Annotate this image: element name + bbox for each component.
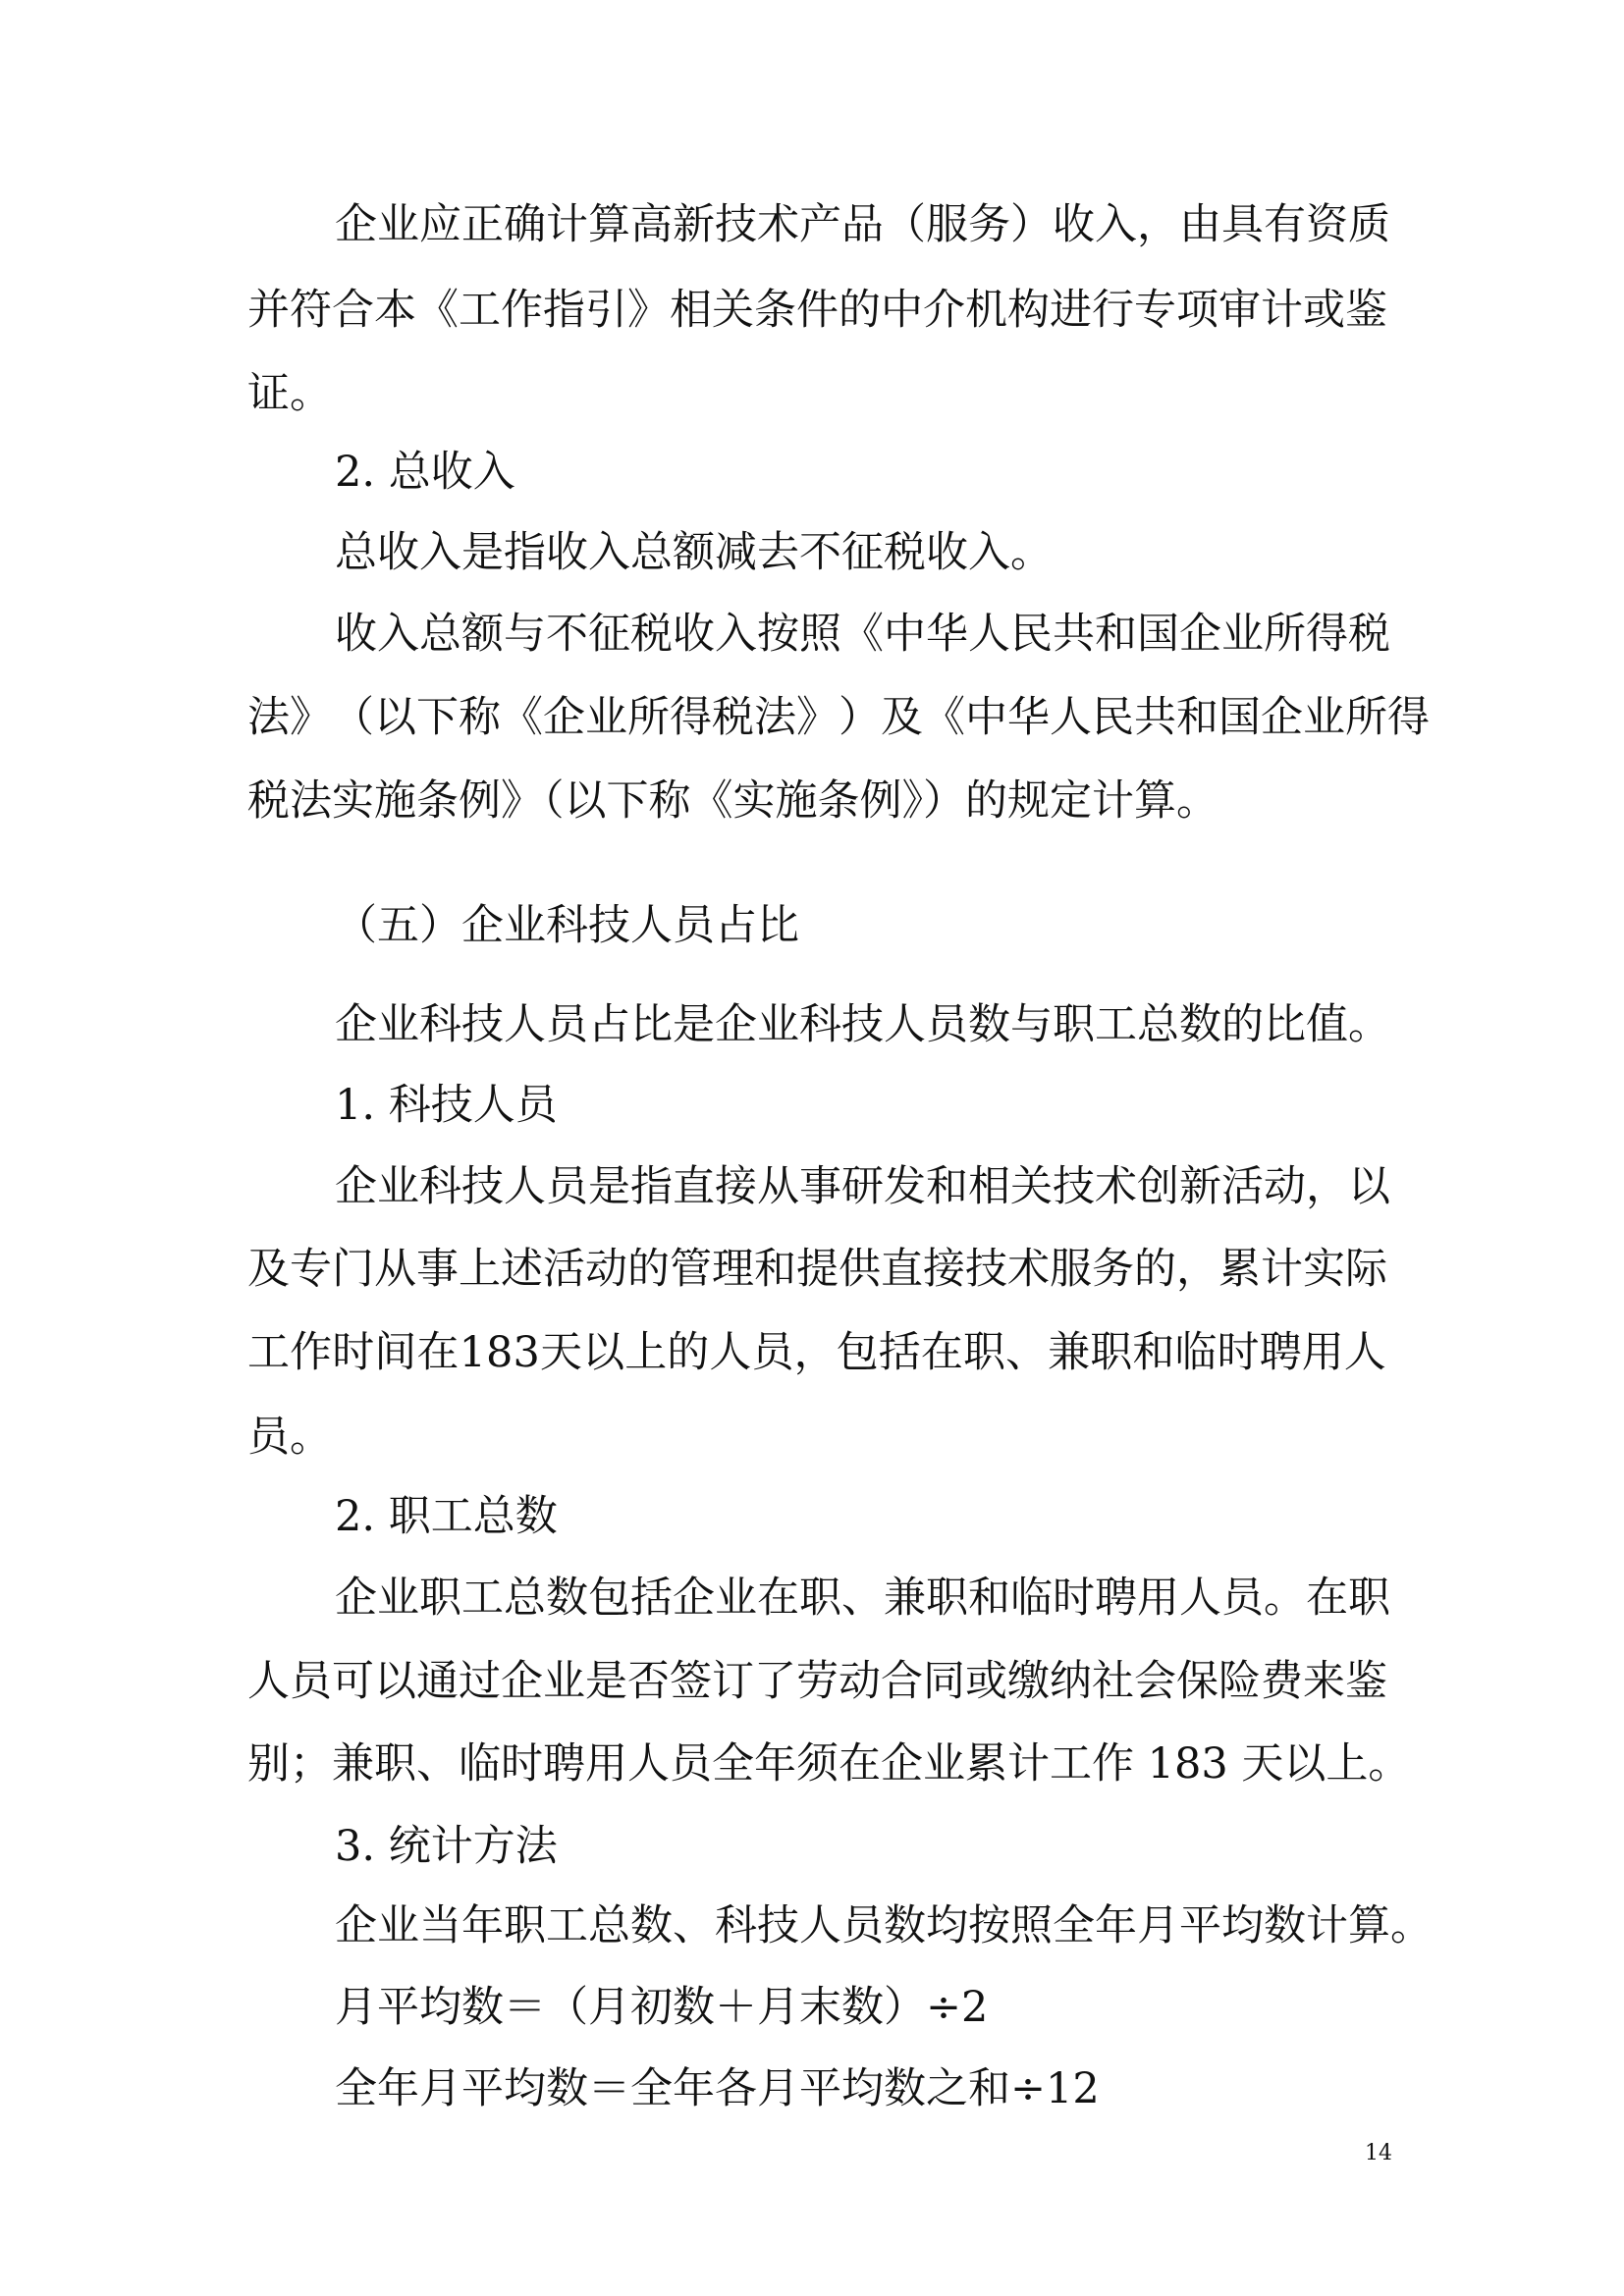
paragraph-line: 并 符 合 本 《 工 作 指 引 》 相 关 条 件 的 中 介 机 构 进 行 专 项 审 计 或 鉴 — [247, 286, 1387, 335]
paragraph-line: 工 作 时 间 在 1 8 3 天 以 上 的 人 员 ， 包 括 在 职 、 兼 职 和 临 时 聘 用 人 — [247, 1328, 1386, 1377]
page-number: 14 — [1365, 2141, 1392, 2165]
paragraph-line: 及 专 门 从 事 上 述 活 动 的 管 理 和 提 供 直 接 技 术 服 务 的 ， 累 计 实 际 — [247, 1245, 1387, 1294]
formula-line: 全年月平均数＝全年各月平均数之和÷12 — [335, 2064, 1100, 2113]
section-heading: 2. 总收入 — [335, 448, 515, 497]
paragraph-line: 人 员 可 以 通 过 企 业 是 否 签 订 了 劳 动 合 同 或 缴 纳 社 会 保 险 费 来 鉴 — [247, 1657, 1387, 1706]
section-heading: 1. 科技人员 — [335, 1081, 558, 1130]
paragraph-line: 收 入 总 额 与 不 征 税 收 入 按 照 《 中 华 人 民 共 和 国 企 业 所 得 税 — [335, 610, 1390, 659]
formula-line: 月平均数＝（月初数＋月末数）÷2 — [335, 1983, 989, 2032]
paragraph-line: 总收入是指收入总额减去不征税收入。 — [335, 528, 1053, 577]
section-heading: （五）企业科技人员占比 — [335, 901, 799, 950]
paragraph-line: 企 业 职 工 总 数 包 括 企 业 在 职 、 兼 职 和 临 时 聘 用 人 员 。 在 职 — [335, 1574, 1390, 1623]
paragraph-line: 法 》 （ 以 下 称 《 企 业 所 得 税 法 》 ） 及 《 中 华 人 民 共 和 国 企 业 所 得 — [247, 693, 1430, 742]
paragraph-line: 证。 — [247, 369, 332, 418]
section-heading: 2. 职工总数 — [335, 1492, 558, 1541]
paragraph-line: 员。 — [247, 1413, 332, 1462]
paragraph-line: 企 业 科 技 人 员 是 指 直 接 从 事 研 发 和 相 关 技 术 创 新 活 动 ， 以 — [335, 1162, 1390, 1211]
paragraph-line: 企业当年职工总数、科技人员数均按照全年月平均数计算。 — [335, 1901, 1433, 1950]
paragraph-line: 别；兼职、临时聘用人员全年须在企业累计工作 183 天以上。 — [247, 1739, 1411, 1789]
paragraph-line: 税法实施条例》（以下称《实施条例》）的规定计算。 — [247, 776, 1218, 826]
section-heading: 3. 统计方法 — [335, 1822, 558, 1871]
paragraph-line: 企业科技人员占比是企业科技人员数与职工总数的比值。 — [335, 1000, 1390, 1049]
paragraph-line: 企 业 应 正 确 计 算 高 新 技 术 产 品 （ 服 务 ） 收 入 ， 由 具 有 资 质 — [335, 200, 1390, 249]
